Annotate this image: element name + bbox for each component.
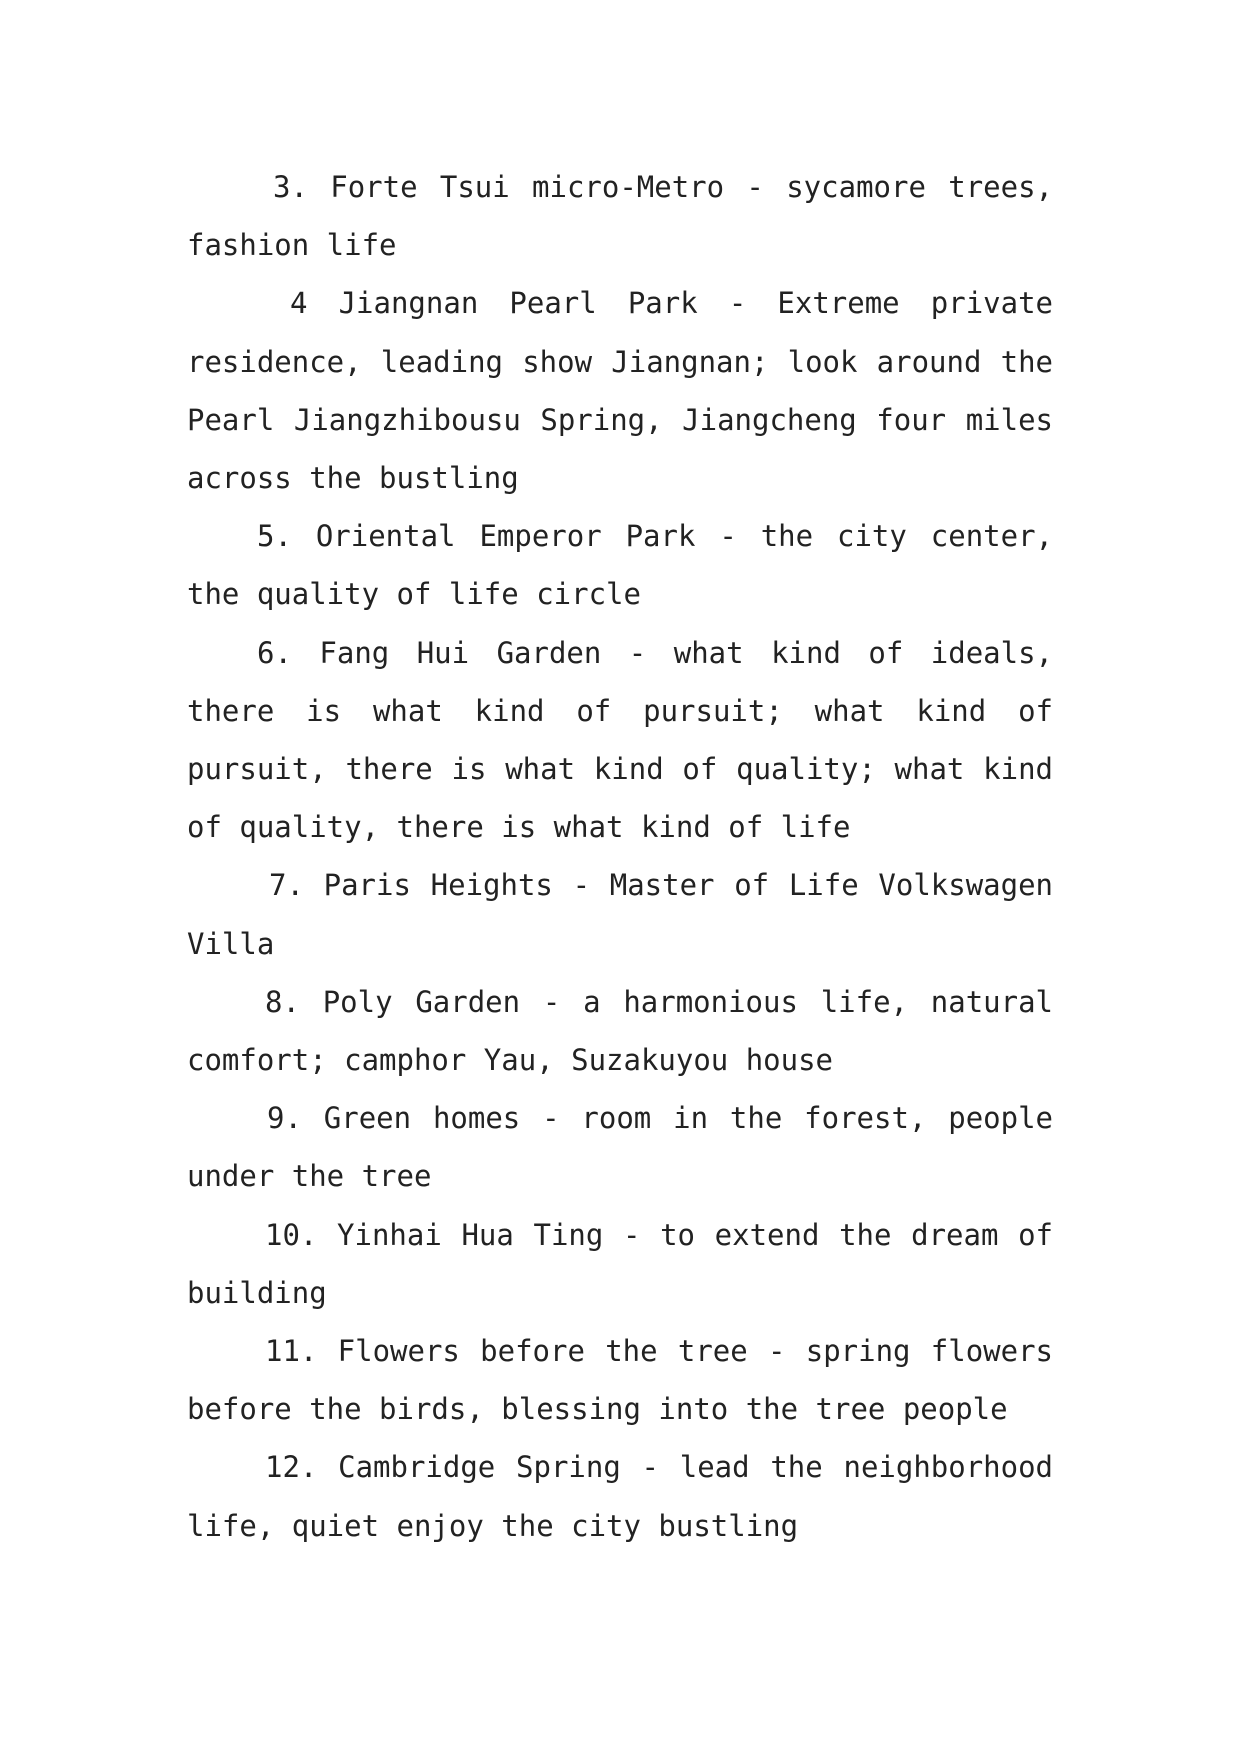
paragraph-item-10: 10. Yinhai Hua Ting - to extend the dream of building (187, 1217, 1053, 1310)
paragraph-item-5: 5. Oriental Emperor Park - the city center, the quality of life circle (187, 519, 1053, 612)
document-body (187, 158, 1053, 1555)
paragraph-item-11: 11. Flowers before the tree - spring flowers before the birds, blessing into the tree people (187, 1334, 1053, 1427)
paragraph-item-12: 12. Cambridge Spring - lead the neighborhood life, quiet enjoy the city bustling (187, 1450, 1053, 1543)
paragraph-item-9: 9. Green homes - room in the forest, people under the tree (187, 1101, 1053, 1194)
paragraph-item-3: 3. Forte Tsui micro-Metro - sycamore trees, fashion life (187, 170, 1053, 263)
paragraph-item-8: 8. Poly Garden - a harmonious life, natural comfort; camphor Yau, Suzakuyou house (187, 984, 1053, 1078)
paragraph-item-7: 7. Paris Heights - Master of Life Volkswagen Villa (187, 868, 1053, 961)
paragraph-item-6: 6. Fang Hui Garden - what kind of ideals, there is what kind of pursuit; what kind of pursuit, there is what kind of quality; what kind of quality, there is what kind of life (187, 635, 1053, 845)
paragraph-item-4: 4 Jiangnan Pearl Park - Extreme private residence, leading show Jiangnan; look around the Pearl Jiangzhibousu Spring, Jiangcheng four miles across the bustling (187, 286, 1053, 496)
